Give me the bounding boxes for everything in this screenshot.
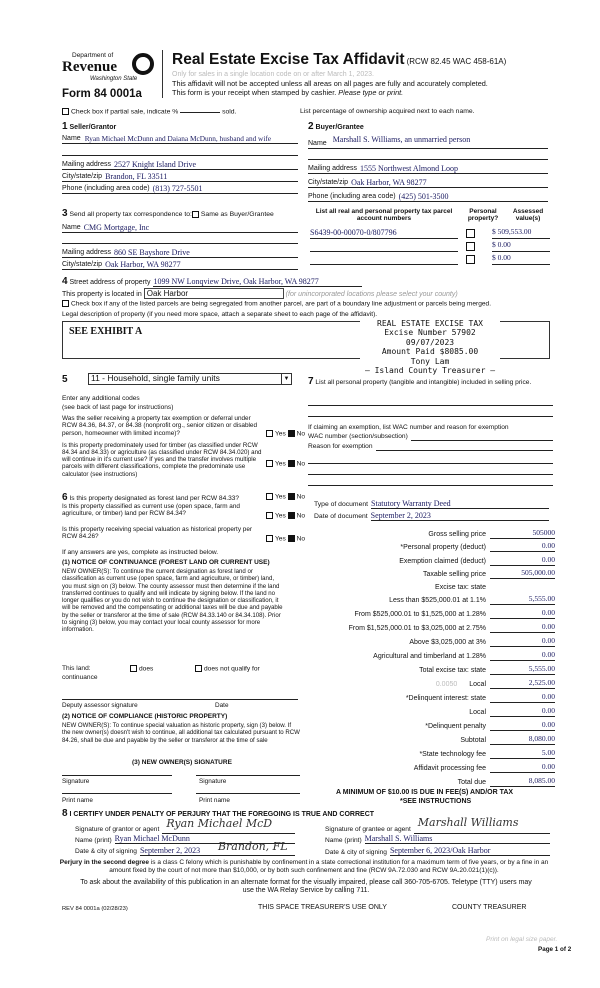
doc-date[interactable]: September 2, 2023 xyxy=(371,511,549,521)
buyer-city-label: City/state/zip xyxy=(308,178,349,186)
buyer-heading: 2 Buyer/Grantee xyxy=(308,121,364,132)
tax-taxable: Taxable selling price 505,000.00 xyxy=(422,568,555,578)
current-use-no-checkbox[interactable] xyxy=(288,512,295,519)
deputy-sig-line[interactable] xyxy=(62,692,298,700)
tax-subtotal: Subtotal 8,080.00 xyxy=(460,734,555,744)
form-title: Real Estate Excise Tax Affidavit xyxy=(172,51,405,68)
seller-phone-field[interactable] xyxy=(62,183,298,194)
does-checkbox[interactable] xyxy=(130,665,137,672)
seller-city-field[interactable] xyxy=(62,171,298,182)
tax-delinquent-local: Local 0.00 xyxy=(469,706,555,716)
tax-delinquent-state-value[interactable]: 0.00 xyxy=(490,693,555,703)
partial-sale-row xyxy=(62,108,236,116)
tax-local-value[interactable]: 2,525.00 xyxy=(490,679,555,689)
buyer-phone-field[interactable] xyxy=(308,191,548,202)
buyer-mailing-field[interactable] xyxy=(308,163,548,174)
section6-q3: Is this property receiving special valuation as historical property per RCW 84.26? xyxy=(62,526,253,541)
grantor-name-row: Name (print) Ryan Michael McDunn xyxy=(75,834,295,844)
tax-penalty-value[interactable]: 0.00 xyxy=(490,721,555,731)
legal-description: SEE EXHIBIT A xyxy=(69,326,143,337)
correspondence-heading: 3 Send all property tax correspondence to: Same as Buyer/Grantee xyxy=(62,208,274,219)
page-number: Page 1 of 2 xyxy=(538,946,572,953)
grantor-signature-mark: Ryan Michael McD xyxy=(166,817,273,830)
continuance-label: continuance xyxy=(62,674,98,681)
tax-gross-value[interactable]: 505000 xyxy=(490,529,555,539)
signature-label-2: Signature xyxy=(199,778,227,785)
forest-no-checkbox[interactable] xyxy=(288,493,295,500)
form-subtitle: Only for sales in a single location code on or after March 1, 2023. xyxy=(172,71,374,78)
seller-mailing-field[interactable] xyxy=(62,159,298,170)
tax-total-due-value[interactable]: 8,085.00 xyxy=(490,777,555,787)
segregate-label: Check box if any of the listed parcels are being segregated from another parcel, are part of a boundary line adjustment or parcels being merged. xyxy=(71,300,492,308)
grantor-name[interactable]: Ryan Michael McDunn xyxy=(115,834,295,844)
dept-line3: Washington State xyxy=(90,76,138,82)
deputy-sig-label: Deputy assessor signature xyxy=(62,702,138,709)
seller-name-field[interactable] xyxy=(62,132,298,144)
grantee-name[interactable]: Marshall S. Williams xyxy=(365,834,550,844)
correspondence-city-label: City/state/zip xyxy=(62,260,103,268)
doc-type-row: Type of document Statutory Warranty Deed xyxy=(314,499,549,509)
street-address[interactable]: 1099 NW Lonqview Drive, Oak Harbor, WA 98277 xyxy=(153,277,362,287)
dept-line1: Department of xyxy=(72,52,114,59)
doc-type[interactable]: Statutory Warranty Deed xyxy=(371,499,549,509)
ownership-pct-note: List percentage of ownership acquired next to each name. xyxy=(300,108,475,115)
parcel-row-3-value[interactable]: $ 0.00 xyxy=(492,254,550,265)
section6-q1: 6 Is this property designated as forest land per RCW 84.33? xyxy=(62,492,240,503)
parcel-row-1-personal-checkbox[interactable] xyxy=(466,229,475,238)
tax-delinquent-state: *Delinquent interest: state 0.00 xyxy=(405,692,555,702)
land-use-select[interactable] xyxy=(88,373,292,385)
tax-tier1: Less than $525,000.01 at 1.1% 5,555.00 xyxy=(389,594,555,604)
correspondence-mailing-field[interactable] xyxy=(62,247,298,258)
correspondence-city: Oak Harbor, WA 98277 xyxy=(105,259,181,269)
q2-yes-checkbox[interactable] xyxy=(266,460,273,467)
dor-logo xyxy=(62,52,157,90)
notice2-title: (2) NOTICE OF COMPLIANCE (HISTORIC PROPERTY) xyxy=(62,713,228,720)
dor-swirl-icon xyxy=(132,53,154,75)
street-label: Street address of property xyxy=(69,278,151,286)
personal-col-header: Personal property? xyxy=(467,208,499,223)
county-treasurer: COUNTY TREASURER xyxy=(452,904,527,911)
stamp-line2: Excise Number 57902 xyxy=(384,328,476,338)
seller-mailing: 2527 Knight Island Drive xyxy=(114,159,197,169)
section5-q1-answer: Yes No xyxy=(266,430,305,438)
stamp-line6: — Island County Treasurer — xyxy=(364,366,496,376)
correspondence-city-field[interactable] xyxy=(62,259,298,270)
tax-subtotal-value[interactable]: 8,080.00 xyxy=(490,735,555,745)
historic-yes-checkbox[interactable] xyxy=(266,535,273,542)
tax-agri-value[interactable]: 0.00 xyxy=(490,651,555,661)
q1-yes-checkbox[interactable] xyxy=(266,430,273,437)
q1-no-checkbox[interactable] xyxy=(288,430,295,437)
section6-q2-answer: Yes No xyxy=(266,512,305,520)
treasurer-stamp xyxy=(360,319,500,376)
current-use-yes-checkbox[interactable] xyxy=(266,512,273,519)
reason-line2[interactable] xyxy=(308,456,553,464)
stamp-line5: Tony Lam xyxy=(410,356,450,366)
notice1-text: NEW OWNER(S): To continue the current designation as forest land or classification as current use (open space, farm and agriculture, or timber) land, you must sign on (3) below. The county assessor must then determine if the land transferred continues to qualify and will indicate by signing below. If the land no longer qualifies or you do not wish to continue the designation or classification, it will be removed and the compensating or additional taxes will be due and payable by the seller or transferor at the time of sale (RCW 84.33.140 or 84.34.108). Prior to signing (3) below, you may contact your local county assessor for more information. xyxy=(62,568,283,633)
minimum-due: A MINIMUM OF $10.00 IS DUE IN FEE(S) AND/OR TAX xyxy=(336,789,514,796)
buyer-city-field[interactable] xyxy=(308,177,548,188)
seller-phone: (813) 727-5501 xyxy=(152,183,203,193)
certify-text: 8 I CERTIFY UNDER PENALTY OF PERJURY THAT THE FOREGOING IS TRUE AND CORRECT xyxy=(62,808,375,819)
seller-name-label: Name xyxy=(62,134,81,142)
seller-name-line2[interactable] xyxy=(62,146,298,156)
form-title-row xyxy=(172,51,506,69)
q2-no-checkbox[interactable] xyxy=(288,460,295,467)
tax-exemption: Exemption claimed (deduct) 0.00 xyxy=(399,555,555,565)
personal-property-line1[interactable] xyxy=(308,398,553,406)
grantor-date-row: Date & city of signing September 2, 2023 Brandon, FL xyxy=(75,846,295,856)
grantee-signature-mark: Marshall Williams xyxy=(417,816,519,829)
seller-mailing-label: Mailing address xyxy=(62,160,112,168)
form-notice2b: Please type or print. xyxy=(338,88,404,97)
reason-input[interactable] xyxy=(376,443,553,451)
partial-sale-label-b: sold. xyxy=(222,108,237,116)
correspondence-name: CMG Mortgage, Inc xyxy=(83,222,150,232)
legal-label: Legal description of property (if you need more space, attach a separate sheet to each page of the affidavit). xyxy=(62,311,378,318)
does-not-checkbox[interactable] xyxy=(195,665,202,672)
doc-date-row: Date of document September 2, 2023 xyxy=(314,511,549,521)
buyer-name-label: Name xyxy=(308,139,327,147)
grantee-sig-row: Signature of grantee or agent Marshall Williams xyxy=(325,822,550,834)
parcel-row-1-value[interactable]: $ 509,553.00 xyxy=(492,228,550,239)
tax-processing-fee-value[interactable]: 0.00 xyxy=(490,763,555,773)
form-number: Form 84 0001a xyxy=(62,88,142,100)
located-row xyxy=(62,288,458,299)
notice2-text: NEW OWNER(S): To continue special valuation as historic property, sign (3) below. If the new owner(s) doesn't wish to continue, all additional tax calculated pursuant to RCW 84.26, shall be due and payable by the seller or transferor at the time of sale xyxy=(62,722,300,744)
new-owner-sig-line1[interactable] xyxy=(62,768,172,776)
new-owner-print-line1[interactable] xyxy=(62,786,172,794)
reason-field: Reason for exemption xyxy=(308,443,553,451)
parcel-row-2-number[interactable] xyxy=(310,241,458,252)
legal-paper-note: Print on legal size paper. xyxy=(486,936,558,943)
new-owner-sig-line2[interactable] xyxy=(196,768,300,776)
located-select[interactable]: Oak Harbor xyxy=(144,288,284,299)
land-use-value: 11 - Household, single family units xyxy=(91,373,220,383)
notice1-title: (1) NOTICE OF CONTINUANCE (FOREST LAND OR CURRENT USE) xyxy=(62,559,270,566)
section6-q1-answer: Yes No xyxy=(266,493,305,501)
if-yes-text: If any answers are yes, complete as instructed below. xyxy=(62,549,219,556)
reason-line3[interactable] xyxy=(308,467,553,475)
tax-processing-fee: Affidavit processing fee 0.00 xyxy=(413,762,555,772)
section7-text: 7 List all personal property (tangible and intangible) included in selling price. xyxy=(308,376,532,387)
tax-total-state: Total excise tax: state 5,555.00 xyxy=(419,664,555,674)
tax-personal-value[interactable]: 0.00 xyxy=(490,542,555,552)
tax-tier2: From $525,000.01 to $1,525,000 at 1.28% 0.00 xyxy=(354,608,555,618)
grantee-name-row: Name (print) Marshall S. Williams xyxy=(325,834,550,844)
dropdown-arrow-icon[interactable]: ▼ xyxy=(281,374,291,384)
segregate-row xyxy=(62,300,491,308)
section5-q2-answer: Yes No xyxy=(266,460,305,468)
alt-format-text: To ask about the availability of this publication in an alternate format for the visually impaired, please call 360-705-6705. Teletype (TTY) users may use the WA Relay Service by calling 711. xyxy=(80,879,532,895)
tax-penalty: *Delinquent penalty 0.00 xyxy=(425,720,555,730)
buyer-city: Oak Harbor, WA 98277 xyxy=(351,177,427,187)
tax-exemption-value[interactable]: 0.00 xyxy=(490,556,555,566)
wac-number-field: WAC number (section/subsection) xyxy=(308,433,553,441)
deputy-date-label: Date xyxy=(215,702,229,709)
tax-excise-header: Excise tax: state xyxy=(435,583,486,591)
reason-line4[interactable] xyxy=(308,478,553,486)
buyer-name-field[interactable] xyxy=(308,134,548,149)
perjury-text: Perjury in the second degree is a class C felony which is punishable by confinement in a state correctional institution for a maximum term of five years, or by a fine in an amount fixed by the court of not more than $10,000, or by both such confinement and fine (RCW 9A.72.030 and RCW 9A.20.021(1)(c)). xyxy=(59,859,549,874)
tax-gross: Gross selling price 505000 xyxy=(428,528,555,538)
see-back-label: (see back of last page for instructions) xyxy=(62,404,174,411)
tax-agri: Agricultural and timberland at 1.28% 0.00 xyxy=(373,650,555,660)
assessed-col-header: Assessed value(s) xyxy=(512,208,544,223)
section5-number: 5 xyxy=(62,374,68,385)
buyer-phone: (425) 501-3500 xyxy=(398,191,449,201)
parcel-row-1-number[interactable]: S6439-00-00070-0/807796 xyxy=(310,228,458,239)
rev-number: REV 84 0001a (02/28/23) xyxy=(62,906,128,912)
section6-q2: Is this property classified as current use (open space, farm and agriculture, or timber) land per RCW 84.34? xyxy=(62,503,240,518)
stamp-line4: Amount Paid $8085.00 xyxy=(381,347,479,357)
buyer-mailing: 1555 Northwest Almond Loop xyxy=(360,163,459,173)
stamp-line1: REAL ESTATE EXCISE TAX xyxy=(377,319,483,328)
parcel-row-2-personal-checkbox[interactable] xyxy=(466,242,475,251)
segregate-checkbox[interactable] xyxy=(62,300,69,307)
parcel-row-3-personal-checkbox[interactable] xyxy=(466,255,475,264)
partial-sale-label: Check box if partial sale, indicate % xyxy=(71,108,179,116)
seller-city: Brandon, FL 33511 xyxy=(105,171,168,181)
historic-no-checkbox[interactable] xyxy=(288,535,295,542)
tax-delinquent-local-value[interactable]: 0.00 xyxy=(490,707,555,717)
treasurer-use: THIS SPACE TREASURER'S USE ONLY xyxy=(258,904,387,911)
seller-name: Ryan Michael McDunn and Daiana McDunn, husband and wife xyxy=(84,133,272,143)
located-label: This property is located in xyxy=(62,291,142,298)
additional-codes-label: Enter any additional codes xyxy=(62,395,140,402)
correspondence-mailing: 860 SE Bayshore Drive xyxy=(114,247,190,257)
parcel-col-header: List all real and personal property tax parcel account numbers xyxy=(315,208,453,223)
correspondence-name-field[interactable] xyxy=(62,221,298,233)
section5-q1: Was the seller receiving a property tax exemption or deferral under RCW 84.36, 84.37, or 84.38 (nonprofit org., senior citizen or disabled person, homeowner with limited income)? xyxy=(62,415,258,437)
seller-phone-label: Phone (including area code) xyxy=(62,184,150,192)
tax-total-due: Total due 8,085.00 xyxy=(457,776,555,786)
form-rcw: (RCW 82.45 WAC 458-61A) xyxy=(406,57,507,66)
partial-sale-checkbox[interactable] xyxy=(62,108,69,115)
seller-heading: 1 Seller/Grantor xyxy=(62,121,117,132)
grantor-city-mark: Brandon, FL xyxy=(217,840,288,853)
wac-exemption-text: If claiming an exemption, list WAC number and reason for exemption xyxy=(308,424,509,431)
tax-personal: *Personal property (deduct) 0.00 xyxy=(400,541,555,551)
grantor-sig-row: Signature of grantor or agent Ryan Michael McD xyxy=(75,822,295,834)
tax-tech-fee-value[interactable]: 5.00 xyxy=(490,749,555,759)
seller-city-label: City/state/zip xyxy=(62,172,103,180)
tax-tech-fee: *State technology fee 5.00 xyxy=(419,748,555,758)
personal-property-line2[interactable] xyxy=(308,409,553,417)
print-name-label-1: Print name xyxy=(62,797,93,804)
tax-tier3: From $1,525,000.01 to $3,025,000 at 2.75% 0.00 xyxy=(348,622,555,632)
same-as-buyer-checkbox[interactable] xyxy=(192,211,199,218)
form-notice2: This form is your receipt when stamped by cashier. xyxy=(172,88,337,97)
tax-tier4-value[interactable]: 0.00 xyxy=(490,637,555,647)
tax-tier1-value[interactable]: 5,555.00 xyxy=(490,595,555,605)
parcel-row-2-value[interactable]: $ 0.00 xyxy=(492,241,550,252)
correspondence-name-label: Name xyxy=(62,223,81,231)
this-land-label: This land: xyxy=(62,665,91,672)
print-name-label-2: Print name xyxy=(199,797,230,804)
tax-local: 0.0050 Local 2,525.00 xyxy=(435,678,555,688)
tax-tier4: Above $3,025,000 at 3% 0.00 xyxy=(409,636,555,646)
parcel-row-3-number[interactable] xyxy=(310,254,458,265)
tax-taxable-value[interactable]: 505,000.00 xyxy=(490,569,555,579)
buyer-name-line2[interactable] xyxy=(308,151,548,160)
buyer-name: Marshall S. Williams, an unmarried person xyxy=(332,134,471,144)
form-notice2-row xyxy=(172,89,403,97)
form-notice1: This affidavit will not be accepted unless all areas on all pages are fully and accurately completed. xyxy=(172,79,488,88)
located-hint: (for unincorporated locations please select your county) xyxy=(285,291,458,298)
correspondence-mailing-label: Mailing address xyxy=(62,248,112,256)
new-owner-print-line2[interactable] xyxy=(196,786,300,794)
tax-total-state-value[interactable]: 5,555.00 xyxy=(490,665,555,675)
tax-tier2-value[interactable]: 0.00 xyxy=(490,609,555,619)
does-not-option: does not qualify for xyxy=(195,665,260,673)
dept-line2: Revenue xyxy=(62,59,117,75)
correspondence-name-line2[interactable] xyxy=(62,235,298,244)
grantee-date-row: Date & city of signing September 6, 2023/Oak Harbor xyxy=(325,846,550,856)
buyer-mailing-label: Mailing address xyxy=(308,164,358,172)
forest-yes-checkbox[interactable] xyxy=(266,493,273,500)
tax-tier3-value[interactable]: 0.00 xyxy=(490,623,555,633)
see-instructions: *SEE INSTRUCTIONS xyxy=(400,798,472,805)
partial-sale-pct-field[interactable] xyxy=(180,112,220,113)
grantor-date[interactable]: September 2, 2023 xyxy=(139,846,201,855)
header-divider xyxy=(162,50,163,98)
grantee-date[interactable]: September 6, 2023/Oak Harbor xyxy=(390,846,550,856)
signature-label-1: Signature xyxy=(62,778,90,785)
local-rate: 0.0050 xyxy=(435,680,458,688)
section5-q2: Is this property predominately used for timber (as classified under RCW 84.34 and 84.33) or agriculture (as classified under RCW 84.34.020) and will continue in it's current use? If yes and the transfer involves multiple parcels with different classifications, complete the predominate use calculator (see instructions) xyxy=(62,442,262,478)
new-owner-sig-title: (3) NEW OWNER(S) SIGNATURE xyxy=(132,759,232,766)
buyer-phone-label: Phone (including area code) xyxy=(308,192,396,200)
stamp-line3: 09/07/2023 xyxy=(405,337,455,347)
street-address-row: 4 Street address of property 1099 NW Lonqview Drive, Oak Harbor, WA 98277 xyxy=(62,276,362,287)
wac-number-input[interactable] xyxy=(411,433,553,441)
section6-q3-answer: Yes No xyxy=(266,535,305,543)
does-option: does xyxy=(130,665,153,673)
